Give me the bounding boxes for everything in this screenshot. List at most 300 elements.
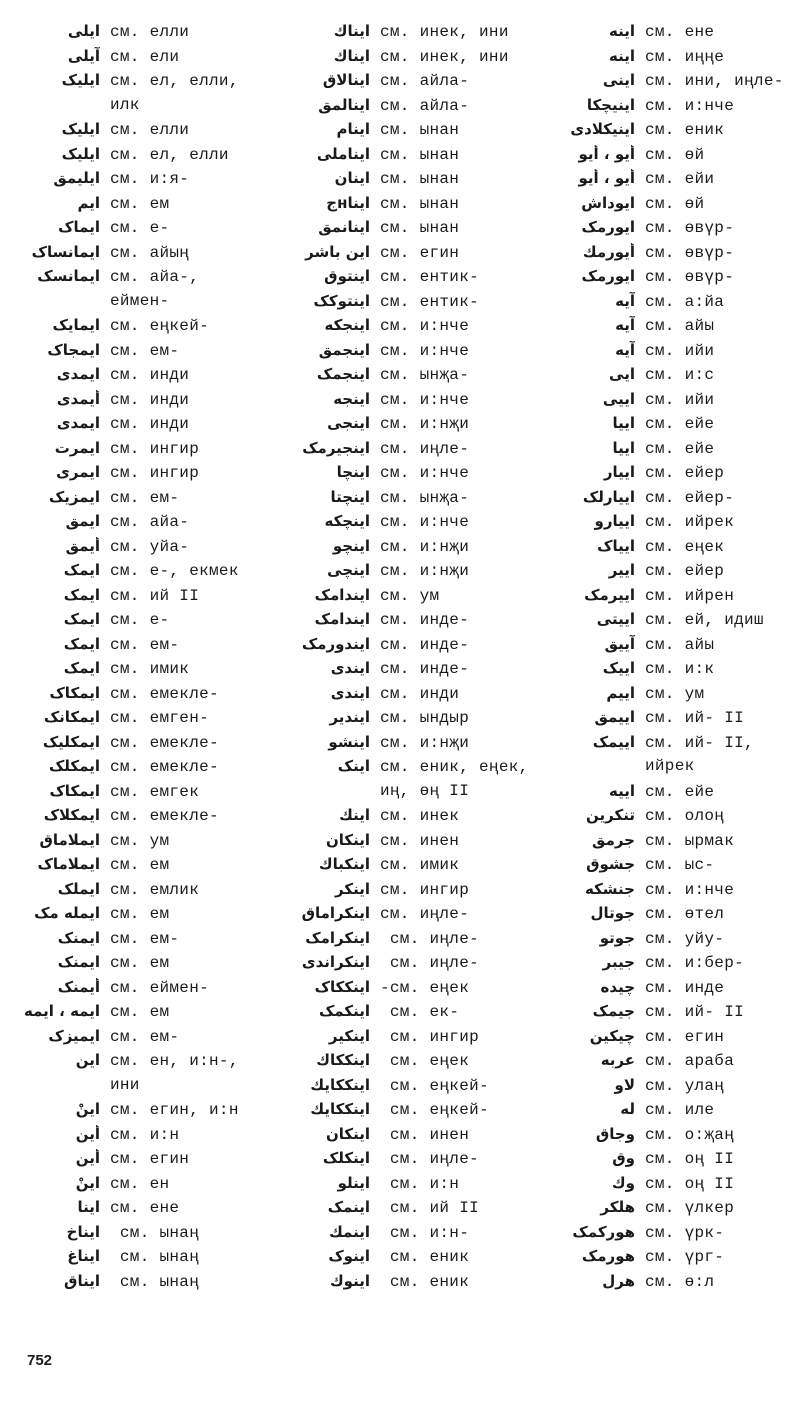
cross-reference: см. ынан [380,219,460,237]
cross-reference: см. инен [380,831,460,850]
cross-reference: см. ейе [645,782,715,801]
headword: جوتال [590,904,635,922]
headword: اییارلک [582,487,635,506]
headword: ایمزیک [48,487,100,506]
dictionary-entry [535,708,801,733]
cross-reference: см. емгек [110,782,200,801]
cross-reference: см. ем- [110,635,180,654]
dictionary-entry [0,120,280,145]
dictionary-entry [272,537,538,562]
dictionary-entry [535,145,801,170]
headword: اییمق [594,708,635,726]
cross-reference: см. инде- [380,660,470,678]
headword: اییرمک [584,585,635,604]
dictionary-entry [0,757,280,782]
headword: أین [75,1124,100,1143]
dictionary-entry [0,365,280,390]
headword: تنکرین [586,806,635,824]
cross-reference: см. ийи [645,341,715,360]
headword: ایمک [63,585,100,604]
cross-reference: см. ий- II, [645,733,754,752]
cross-reference: см. ынан [380,121,460,139]
cross-reference: см. ийрен [645,586,735,605]
cross-reference: см. инде [645,978,725,997]
headword: اییا [612,438,635,457]
cross-reference: см. айла- [380,96,470,115]
dictionary-entry [535,953,801,978]
column-left [0,22,280,1296]
headword: ایمدی [56,414,100,432]
cross-reference: см. ен, и:н-, [110,1052,239,1070]
dictionary-entry [272,806,538,831]
dictionary-entry [535,537,801,562]
column-middle [272,22,538,1296]
dictionary-entry [272,1174,538,1199]
headword: هورمک [581,1247,635,1265]
dictionary-entry [0,831,280,856]
headword: ایوداش [581,193,635,212]
dictionary-entry [272,1051,538,1076]
headword: ایمانسک [37,267,100,285]
dictionary-entry [272,390,538,415]
cross-reference: см. инде- [380,635,470,654]
headword: اینکراماق [301,904,370,922]
headword: ایناك [333,22,370,40]
headword: آیلی [67,46,100,65]
cross-reference: см. айа-, [110,268,200,286]
cross-reference: см. и:нче [380,341,470,360]
cross-reference: см. ел, елли [110,145,229,164]
cross-reference: см. айы [645,317,715,335]
headword: ایندی [330,659,370,677]
headword: ایمه ، ایمه [24,1002,100,1020]
dictionary-entry [535,365,801,390]
dictionary-entry [272,316,538,341]
headword: اینان [334,169,370,187]
headword: ایمکلک [48,757,100,775]
dictionary-entry [535,929,801,954]
dictionary-entry [272,439,538,464]
headword: اییر [608,561,635,579]
cross-reference: см. ек- [380,1003,460,1021]
dictionary-entry [535,904,801,929]
dictionary-entry [272,586,538,611]
cross-reference: см. емекле- [110,733,219,752]
cross-reference: см. ынан [380,194,460,213]
headword: ایمنک [57,953,100,971]
dictionary-entry [272,512,538,537]
dictionary-entry [272,194,538,219]
headword: اینالاق [322,71,370,89]
dictionary-entry [535,684,801,709]
cross-reference: см. ем- [110,1027,180,1046]
cross-reference: см. и:н- [380,1223,470,1242]
dictionary-entry [272,684,538,709]
dictionary-entry [535,1174,801,1199]
cross-reference: см. ынаң [110,1248,200,1266]
dictionary-entry [535,659,801,684]
cross-reference: см. ынаң [110,1272,200,1291]
dictionary-entry [272,414,538,439]
cross-reference: см. олоң [645,807,725,825]
cross-reference: см. ем- [110,929,180,948]
dictionary-entry [0,1272,280,1297]
dictionary-entry [535,782,801,807]
headword: وك [611,1173,635,1192]
cross-reference: ийрек [645,757,695,775]
cross-reference: см. улаң [645,1076,725,1095]
headword: اینچکه [324,512,370,530]
cross-reference: см. ий- II [645,709,745,727]
dictionary-entry [535,120,801,145]
dictionary-entry [272,1223,538,1248]
cross-reference: см. ынҗа- [380,366,470,384]
dictionary-entry [272,169,538,194]
headword: ایمکلیک [42,732,100,751]
cross-reference: см. ем [110,905,170,923]
dictionary-entry [272,904,538,929]
headword: جشوق [586,855,635,873]
headword: ایناملی [316,144,370,163]
dictionary-entry [0,586,280,611]
headword: اییم [606,683,635,702]
cross-reference: см. оң II [645,1150,735,1168]
headword: اینکباك [318,855,370,873]
cross-reference: см. араба [645,1052,735,1070]
dictionary-entry [272,365,538,390]
headword: هلکر [600,1198,635,1216]
headword: له [620,1100,635,1118]
headword: اینتوکک [313,291,370,310]
headword: ایندامک [314,585,370,604]
cross-reference: см. ий- II [645,1003,745,1021]
headword: ایماک [58,218,100,236]
headword: اینمك [329,1222,370,1241]
cross-reference: см. ингир [380,880,470,899]
cross-reference: см. емекле- [110,807,219,825]
headword: ایملاماک [37,855,100,873]
cross-reference: см. ум [110,831,170,850]
dictionary-entry [272,1027,538,1052]
dictionary-entry [272,292,538,317]
cross-reference: см. иңле- [380,929,480,948]
cross-reference: см. үрк- [645,1223,725,1242]
headword: اییه [609,781,635,800]
headword: اینجمق [318,340,370,359]
headword: اینلو [337,1173,370,1192]
headword: جنشکه [584,879,635,898]
cross-reference: см. ем [110,954,170,972]
headword: أیمدی [56,389,100,408]
cross-reference: см. өвүр- [645,219,735,237]
cross-reference: см. ем- [110,488,180,507]
headword: ایلی [67,22,100,40]
dictionary-entry [0,929,280,954]
dictionary-entry [272,831,538,856]
cross-reference: см. инди [110,390,190,409]
dictionary-entry [272,243,538,268]
headword: أیو ، أیو [578,144,635,163]
cross-reference: см. е- [110,219,170,237]
headword: ایمنک [57,928,100,947]
dictionary-entry [535,806,801,831]
cross-reference: см. егин [110,1150,190,1168]
cross-reference: см. егин [645,1027,725,1046]
dictionary-entry [272,1247,538,1272]
headword: ایورمک [581,267,635,285]
headword: ایمکاک [49,781,100,800]
dictionary-entry [535,243,801,268]
cross-reference: иң, өң II [380,781,470,800]
dictionary-entry [535,586,801,611]
headword: ایلیمق [53,169,100,187]
dictionary-entry [0,71,280,96]
headword: اینا [77,1198,100,1216]
dictionary-entry [535,635,801,660]
headword: اینمک [327,1198,370,1216]
headword: اینچو [332,536,370,555]
headword: اینیکلادی [570,120,635,138]
cross-reference: ини [110,1075,140,1094]
cross-reference: см. еңек [645,537,725,556]
dictionary-entry [272,610,538,635]
cross-reference: см. еник [645,121,725,139]
dictionary-entry [0,782,280,807]
cross-reference: см. и:нче [380,317,470,335]
headword: اینکلک [322,1149,370,1167]
dictionary-entry [0,47,280,72]
headword: ایمری [56,463,100,481]
cross-reference: см. еңкей- [380,1076,489,1095]
dictionary-entry [0,684,280,709]
headword: اینْ [75,1173,100,1192]
dictionary-entry [0,953,280,978]
dictionary-entry [0,1247,280,1272]
cross-reference: см. и:нче [380,513,470,531]
headword: اییک [602,659,635,677]
cross-reference: см. и:н [380,1174,460,1193]
headword: جوتو [599,928,635,947]
headword: ایناك [333,46,370,65]
cross-reference: см. емекле- [110,684,219,703]
dictionary-entry [535,316,801,341]
cross-reference: -см. еңек [380,978,470,997]
headword: اینوك [329,1271,370,1290]
headword: اینوک [328,1247,370,1265]
cross-reference: см. ингир [110,439,200,458]
dictionary-entry [272,1149,538,1174]
headword: چیده [600,977,635,996]
cross-reference: см. өй [645,145,705,164]
cross-reference: см. ен [110,1174,170,1193]
headword: أیورمك [582,242,635,261]
dictionary-entry [535,439,801,464]
dictionary-entry [535,1002,801,1027]
cross-reference: см. ий II [110,586,200,605]
headword: اییا [612,414,635,432]
dictionary-entry [535,47,801,72]
headword: ایناغ [67,1247,100,1265]
cross-reference: см. ингир [110,464,200,482]
headword: ایملاماق [39,830,100,849]
cross-reference: см. и:нче [380,390,470,409]
headword: ایمکاک [49,683,100,702]
dictionary-entry [0,806,280,831]
headword: ایمایک [52,316,100,334]
cross-reference: см. иле [645,1101,715,1119]
cross-reference: см. ий II [380,1199,480,1217]
headword: اینه [609,22,635,40]
dictionary-entry [535,561,801,586]
dictionary-entry [535,1051,801,1076]
cross-reference: см. и:к [645,660,715,678]
cross-reference: см. инек, ини [380,23,509,41]
dictionary-entry [0,537,280,562]
cross-reference: см. ейер [645,464,725,482]
headword: اینك [339,806,370,824]
headword: ایناнج [326,193,370,212]
headword: ایمرت [54,438,100,457]
dictionary-entry [272,488,538,513]
dictionary-entry [272,635,538,660]
dictionary-entry [535,1247,801,1272]
headword: ایندامک [314,610,370,628]
cross-reference: см. еймен- [110,978,210,997]
cross-reference: илк [110,95,140,114]
dictionary-entry [272,659,538,684]
dictionary-entry [0,341,280,366]
cross-reference: см. емекле- [110,758,219,776]
cross-reference: см. ене [110,1199,180,1217]
dictionary-entry [535,978,801,1003]
headword: اینالمق [318,95,370,114]
cross-reference: см. ейи [645,170,715,188]
cross-reference: см. ейер [645,562,725,580]
headword: ایمکانک [43,708,100,726]
entry-continuation [0,1076,280,1101]
cross-reference: см. емген- [110,709,210,727]
dictionary-entry [535,1076,801,1101]
cross-reference: см. ынан [380,170,460,188]
headword: اینکان [325,830,370,849]
headword: ایلیک [61,144,100,163]
headword: اینکمک [318,1002,370,1020]
headword: ایندورمک [301,634,370,653]
dictionary-entry [0,1100,280,1125]
cross-reference: см. еник [380,1248,470,1266]
entry-continuation [272,782,538,807]
cross-reference: см. е-, екмек [110,562,239,580]
headword: ایناق [64,1271,100,1290]
headword: این [75,1051,100,1069]
dictionary-entry [535,267,801,292]
dictionary-entry [535,1198,801,1223]
dictionary-entry [272,1272,538,1297]
headword: ایمک [63,610,100,628]
headword: ایمانساک [31,242,100,261]
dictionary-entry [272,978,538,1003]
cross-reference: см. өвүр- [645,268,735,286]
entry-continuation [0,292,280,317]
dictionary-entry [0,1125,280,1150]
cross-reference: см. ырмак [645,831,735,850]
headword: ایمیزک [48,1026,100,1045]
dictionary-entry [0,218,280,243]
headword: وق [612,1149,635,1167]
headword: اینککاک [314,977,370,996]
headword: اییارو [594,512,635,530]
cross-reference: см. ынаң [110,1223,200,1242]
dictionary-entry [272,96,538,121]
cross-reference: см. инди [380,684,460,703]
cross-reference: см. айың [110,243,190,262]
cross-reference: см. иңле- [380,439,470,458]
cross-reference: см. ейе [645,415,715,433]
cross-reference: см. ындыр [380,709,470,727]
dictionary-entry [272,1125,538,1150]
headword: ایمک [63,561,100,579]
dictionary-entry [0,904,280,929]
headword: عربه [600,1051,635,1069]
entry-continuation [0,96,280,121]
dictionary-entry [535,1272,801,1297]
cross-reference: см. ум [380,586,440,605]
dictionary-entry [535,733,801,758]
headword: اینچا [336,463,370,481]
cross-reference: см. инен [380,1125,470,1144]
cross-reference: см. ини, иңле- [645,72,784,90]
dictionary-entry [535,292,801,317]
entry-continuation [535,757,801,782]
headword: اینی [602,71,635,89]
dictionary-entry [0,635,280,660]
cross-reference: см. и:нҗи [380,562,470,580]
dictionary-entry [0,733,280,758]
dictionary-entry [0,243,280,268]
dictionary-entry [272,953,538,978]
cross-reference: см. ейе [645,439,715,458]
dictionary-entry [272,929,538,954]
cross-reference: см. ийи [645,390,715,409]
headword: اینکراندی [301,953,370,971]
cross-reference: см. ем [110,856,170,874]
headword: ایندیر [329,708,370,726]
headword: ایمک [63,659,100,677]
dictionary-entry [0,316,280,341]
headword: ایندی [330,683,370,702]
dictionary-entry [0,610,280,635]
dictionary-entry [0,1051,280,1076]
dictionary-entry [535,488,801,513]
headword: أیو ، أیو [578,169,635,187]
cross-reference: см. и:я- [110,170,190,188]
headword: اینچی [327,561,370,579]
headword: اینجمک [316,365,370,383]
dictionary-entry [0,855,280,880]
headword: اینککاك [316,1051,370,1069]
dictionary-entry [272,733,538,758]
cross-reference: см. ентик- [380,292,480,311]
dictionary-entry [0,1223,280,1248]
dictionary-entry [535,390,801,415]
cross-reference: см. айа- [110,513,190,531]
dictionary-entry [0,1198,280,1223]
cross-reference: см. өвүр- [645,243,735,262]
cross-reference: см. өтел [645,905,725,923]
dictionary-entry [535,1100,801,1125]
cross-reference: см. и:нҗи [380,415,470,433]
dictionary-entry [272,145,538,170]
